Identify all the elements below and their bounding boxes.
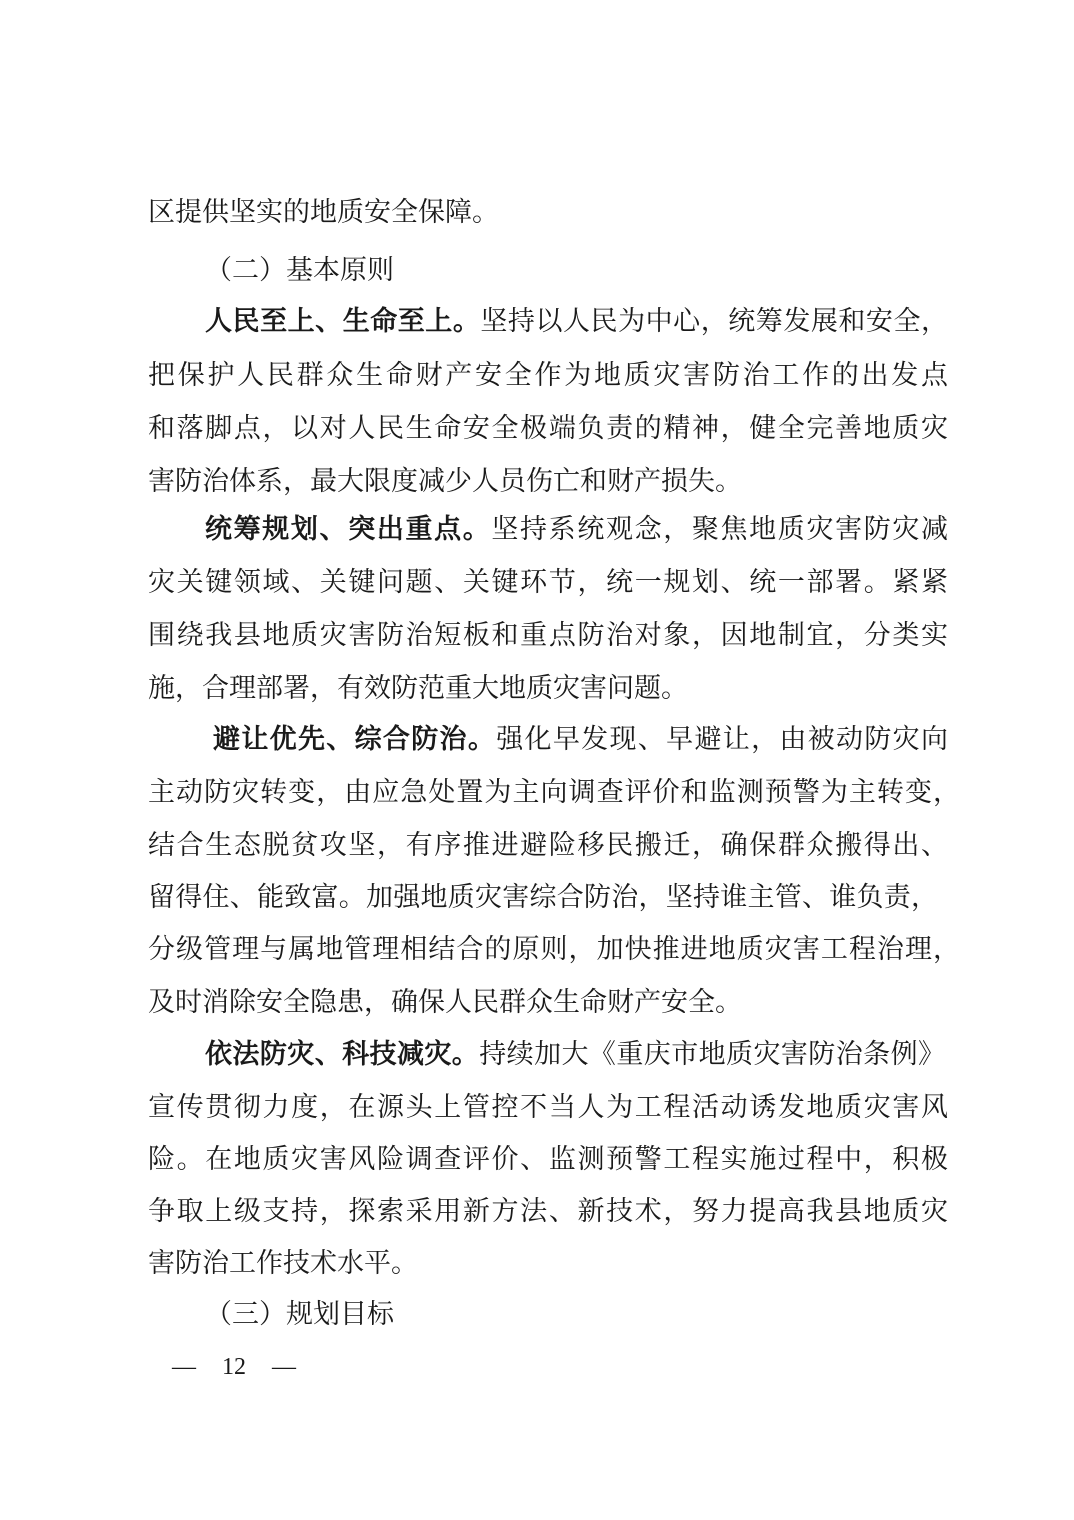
text-line: 害防治体系，最大限度减少人员伤亡和财产损失。 [148,466,742,497]
section-heading-principles: （二）基本原则 [205,255,394,286]
text-line: 主动防灾转变，由应急处置为主向调查评价和监测预警为主转变， [148,777,960,808]
text-span: 持续加大《重庆市地质灾害防治条例》 [479,1039,946,1070]
text-line: 把保护人民群众生命财产安全作为地质灾害防治工作的出发点 [148,360,948,391]
text-line: 区提供坚实的地质安全保障。 [148,197,499,228]
text-span: 坚持系统观念，聚焦地质灾害防灾减 [491,514,949,545]
text-line: 分级管理与属地管理相结合的原则，加快推进地质灾害工程治理， [148,934,960,965]
footer-dash-left: — [172,1354,196,1380]
paragraph-first-line [205,304,948,340]
text-line: 险。在地质灾害风险调查评价、监测预警工程实施过程中，积极 [148,1144,948,1175]
text-line: 留得住、能致富。加强地质灾害综合防治，坚持谁主管、谁负责， [148,882,938,913]
principle-title: 依法防灾、科技减灾。 [205,1039,480,1070]
text-line: 宣传贯彻力度，在源头上管控不当人为工程活动诱发地质灾害风 [148,1092,948,1123]
text-line: 施，合理部署，有效防范重大地质灾害问题。 [148,673,688,704]
text-line: 灾关键领域、关键问题、关键环节，统一规划、统一部署。紧紧 [148,567,948,598]
paragraph-first-line [205,512,948,548]
paragraph-first-line [205,1037,945,1073]
principle-title: 避让优先、综合防治。 [213,724,497,755]
text-line: 结合生态脱贫攻坚，有序推进避险移民搬迁，确保群众搬得出、 [148,830,948,861]
text-line: 和落脚点，以对人民生命安全极端负责的精神，健全完善地质灾 [148,413,948,444]
principle-title: 人民至上、生命至上。 [205,306,481,337]
text-line: 争取上级支持，探索采用新方法、新技术，努力提高我县地质灾 [148,1196,948,1227]
page-footer [172,1352,296,1382]
text-span: 强化早发现、早避让，由被动防灾向 [496,724,949,755]
text-span: 坚持以人民为中心，统筹发展和安全， [480,306,949,337]
page-number: 12 [222,1354,246,1380]
paragraph-first-line [213,722,948,758]
text-line: 围绕我县地质灾害防治短板和重点防治对象，因地制宜，分类实 [148,620,948,651]
text-line: 及时消除安全隐患，确保人民群众生命财产安全。 [148,987,742,1018]
footer-dash-right: — [272,1354,296,1380]
principle-title: 统筹规划、突出重点。 [205,514,492,545]
text-line: 害防治工作技术水平。 [148,1248,418,1279]
section-heading-goals: （三）规划目标 [205,1299,394,1330]
